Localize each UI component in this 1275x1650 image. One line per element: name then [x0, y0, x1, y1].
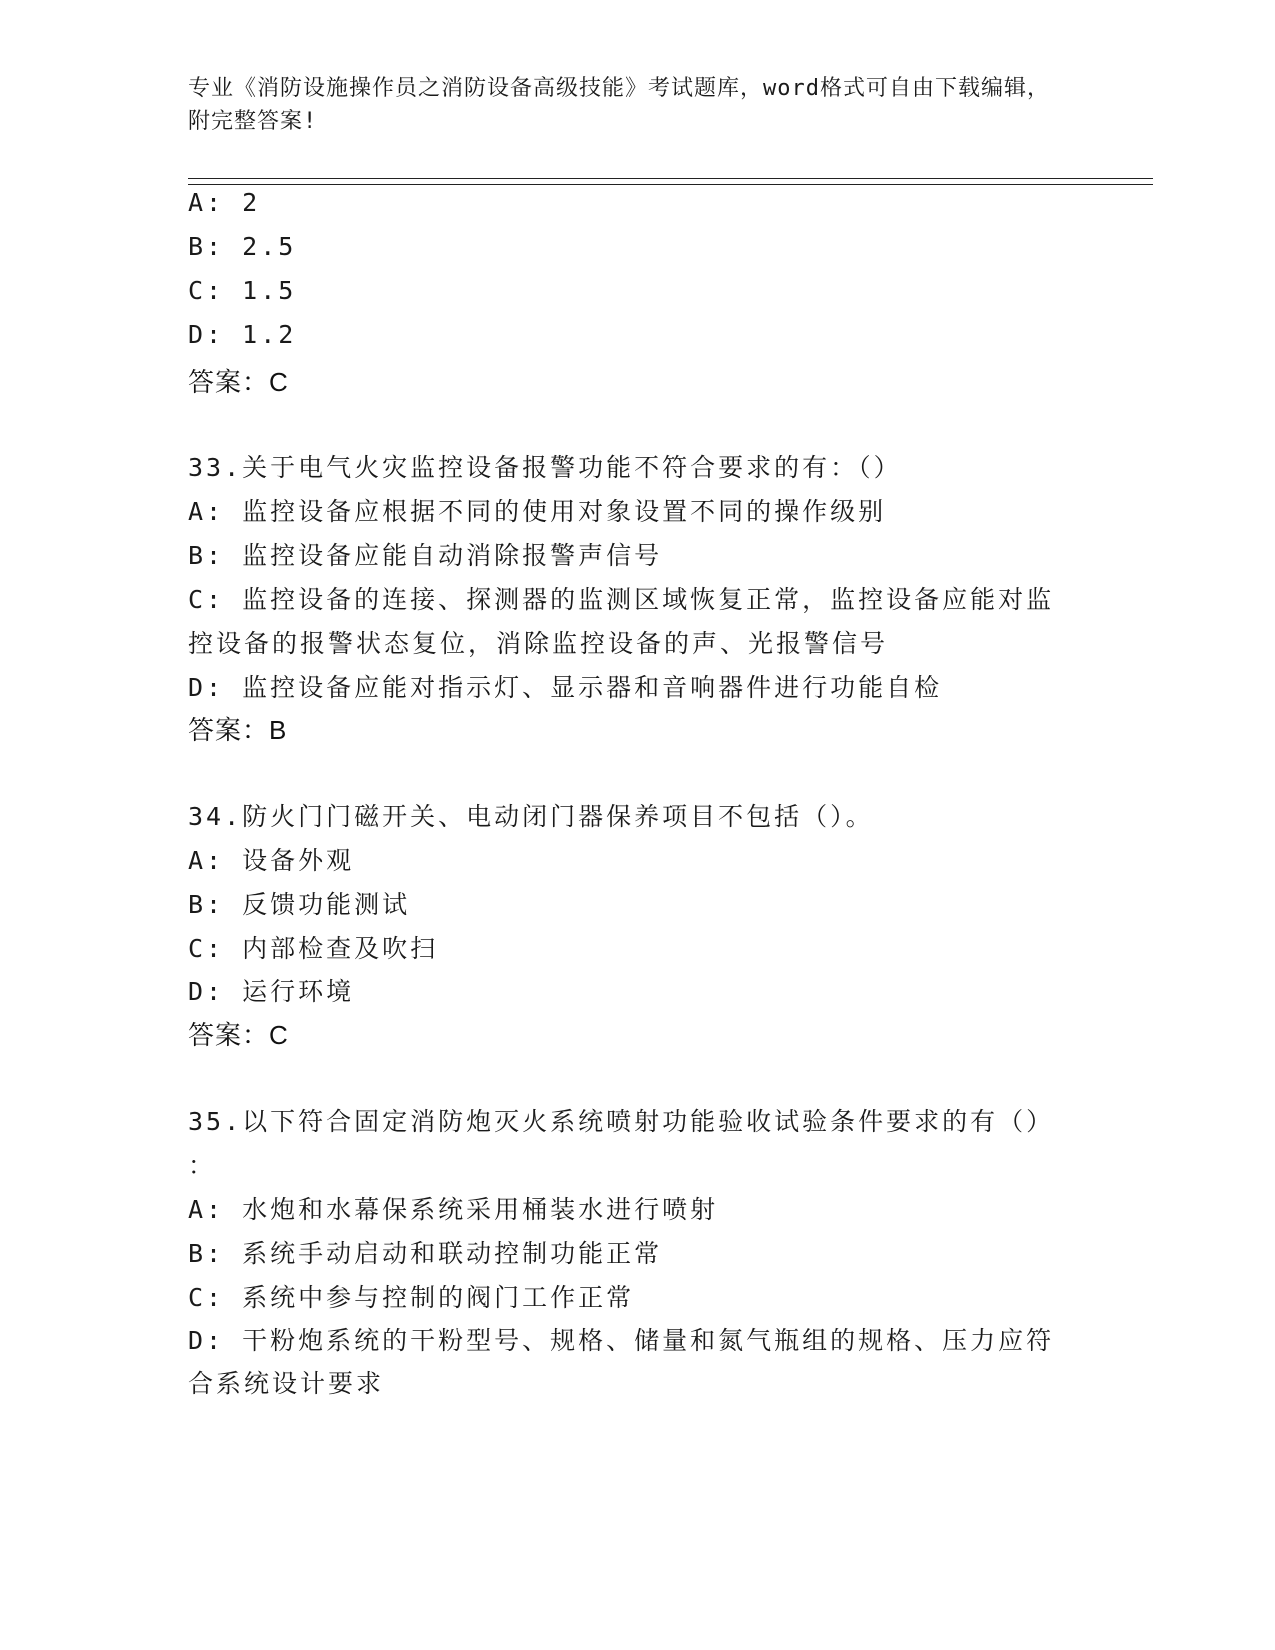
q34-answer: 答案：C	[188, 1020, 289, 1050]
q34-option-c: C: 内部检查及吹扫	[188, 934, 439, 963]
q32-option-d: D: 1.2	[188, 320, 297, 349]
q35-question: 35.以下符合固定消防炮灭火系统喷射功能验收试验条件要求的有（）	[188, 1107, 1055, 1136]
q32-option-c: C: 1.5	[188, 276, 297, 305]
q34-question: 34.防火门门磁开关、电动闭门器保养项目不包括（）。	[188, 802, 874, 831]
header-rule-bottom	[188, 184, 1153, 185]
q35-option-b: B: 系统手动启动和联动控制功能正常	[188, 1239, 663, 1268]
q35-option-d-cont: 合系统设计要求	[188, 1369, 385, 1398]
q34-option-d: D: 运行环境	[188, 977, 355, 1006]
q33-option-d: D: 监控设备应能对指示灯、显示器和音响器件进行功能自检	[188, 673, 943, 702]
header-rule-top	[188, 178, 1153, 179]
q34-option-b: B: 反馈功能测试	[188, 890, 411, 919]
q33-option-a: A: 监控设备应根据不同的使用对象设置不同的操作级别	[188, 497, 887, 526]
q35-question-cont: ：	[188, 1151, 217, 1180]
document-header: 专业《消防设施操作员之消防设备高级技能》考试题库，word格式可自由下载编辑，附完整答案!	[188, 76, 1050, 134]
q33-question: 33.关于电气火灾监控设备报警功能不符合要求的有：（）	[188, 453, 902, 482]
q33-option-b: B: 监控设备应能自动消除报警声信号	[188, 541, 663, 570]
q32-option-a: A: 2	[188, 188, 261, 217]
q33-option-c-cont: 控设备的报警状态复位，消除监控设备的声、光报警信号	[188, 629, 889, 658]
q32-answer: 答案：C	[188, 367, 289, 397]
q32-option-b: B: 2.5	[188, 232, 297, 261]
q33-answer: 答案：B	[188, 715, 288, 745]
q35-option-d: D: 干粉炮系统的干粉型号、规格、储量和氮气瓶组的规格、压力应符	[188, 1326, 1055, 1355]
q33-option-c: C: 监控设备的连接、探测器的监测区域恢复正常，监控设备应能对监	[188, 585, 1055, 614]
q34-option-a: A: 设备外观	[188, 846, 355, 875]
q35-option-a: A: 水炮和水幕保系统采用桶装水进行喷射	[188, 1195, 719, 1224]
q35-option-c: C: 系统中参与控制的阀门工作正常	[188, 1283, 635, 1312]
